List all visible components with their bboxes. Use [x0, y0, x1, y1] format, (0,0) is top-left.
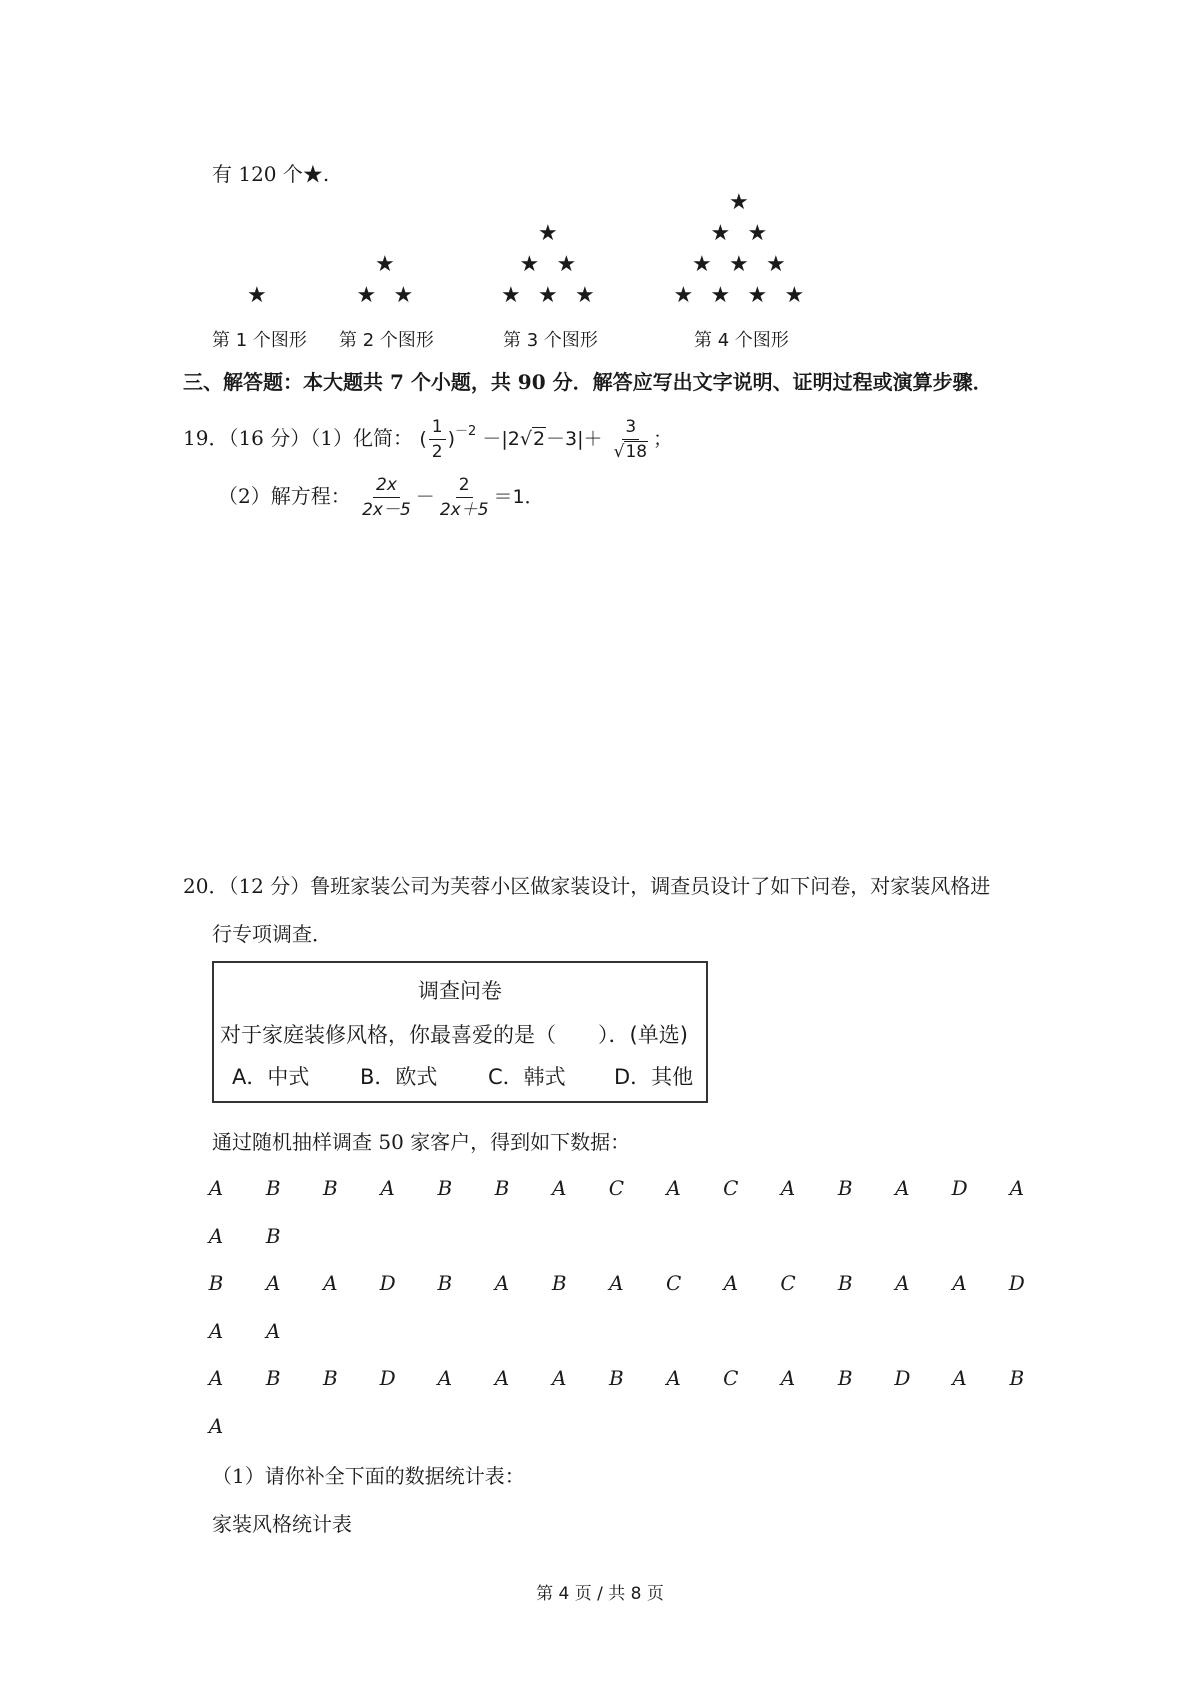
- star-icon: ★: [692, 252, 712, 277]
- star-icon: ★: [556, 252, 577, 277]
- data-letter: A: [323, 1271, 338, 1295]
- data-letter: A: [494, 1366, 510, 1390]
- star-icon: ★: [247, 283, 267, 308]
- star-icon: ★: [575, 283, 595, 308]
- data-letter: A: [952, 1366, 967, 1390]
- data-letter: D: [379, 1366, 396, 1390]
- star-icon: ★: [747, 283, 768, 308]
- data-letter: B: [323, 1176, 338, 1200]
- survey-title: 调查问卷: [418, 979, 502, 1003]
- data-letter: A: [208, 1223, 224, 1248]
- data-letter: B: [265, 1223, 281, 1248]
- figure-label-2: 第 2 个图形: [339, 330, 434, 351]
- data-letter: C: [723, 1366, 739, 1390]
- data-letter: A: [780, 1366, 796, 1390]
- q19-prefix: 19．（16 分）（1）化简：: [183, 426, 413, 450]
- data-letter: A: [265, 1271, 281, 1295]
- figure-label-3: 第 3 个图形: [503, 330, 598, 351]
- data-letter: A: [265, 1318, 281, 1343]
- question19-part1: 19．（16 分）（1）化简： ( $\frac{1}{2}$ )$^{-2}$ －|2√2－3|＋ $\frac{3}{√18}$ ；: [183, 417, 673, 462]
- data-letter: B: [265, 1176, 281, 1200]
- data-letter: A: [208, 1366, 224, 1390]
- question20-line1: 20．（12 分）鲁班家装公司为芙蓉小区做家装设计，调查员设计了如下问卷，对家装风格进: [183, 874, 991, 898]
- data-letter: B: [837, 1271, 853, 1295]
- star-icon: ★: [538, 221, 558, 246]
- figure-label-1: 第 1 个图形: [212, 330, 307, 351]
- star-icon: ★: [747, 221, 768, 246]
- question18-tail: 有 120 个★.: [212, 162, 330, 186]
- data-letter: A: [952, 1271, 967, 1295]
- data-letter: A: [666, 1176, 681, 1200]
- data-letter: A: [609, 1271, 624, 1295]
- data-letter: A: [551, 1366, 567, 1390]
- data-letter: B: [1009, 1366, 1025, 1390]
- star-icon: ★: [501, 283, 521, 308]
- data-letter: C: [723, 1176, 739, 1200]
- data-letter: A: [437, 1366, 453, 1390]
- survey-question: 对于家庭装修风格，你最喜爱的是（ ）．(单选): [220, 1023, 688, 1047]
- star-icon: ★: [729, 252, 749, 277]
- survey-option-b: B．欧式: [360, 1065, 438, 1089]
- star-icon: ★: [673, 283, 694, 308]
- sqrt-fraction: $\frac{3}{√18}$: [613, 417, 648, 462]
- star-icon: ★: [519, 252, 540, 277]
- data-letter: A: [1009, 1176, 1025, 1200]
- star-icon: ★: [710, 283, 731, 308]
- page-footer: 第 4 页 / 共 8 页: [536, 1584, 664, 1604]
- data-letter: B: [437, 1176, 453, 1200]
- data-letter: D: [951, 1176, 968, 1200]
- question20-line2: 行专项调查．: [212, 922, 332, 946]
- survey-option-d: D．其他: [614, 1065, 694, 1089]
- data-letter: A: [380, 1176, 395, 1200]
- star-icon: ★: [375, 252, 395, 277]
- data-letter: A: [494, 1271, 510, 1295]
- figure-label-4: 第 4 个图形: [694, 330, 789, 351]
- star-icon: ★: [729, 190, 749, 215]
- data-letter: B: [208, 1271, 224, 1295]
- data-letter: D: [894, 1366, 911, 1390]
- data-letter: B: [265, 1366, 281, 1390]
- star-icon: ★: [710, 221, 731, 246]
- base-fraction: $\frac{1}{2}$: [429, 417, 446, 462]
- data-letter: B: [323, 1366, 338, 1390]
- data-letter: C: [780, 1271, 796, 1295]
- data-letter: A: [208, 1176, 224, 1200]
- star-icon: ★: [538, 283, 558, 308]
- survey-box: [212, 961, 708, 1103]
- sample-description: 通过随机抽样调查 50 家客户，得到如下数据：: [212, 1130, 631, 1154]
- data-letter: B: [437, 1271, 453, 1295]
- question20-sub1: （1）请你补全下面的数据统计表：: [212, 1464, 525, 1488]
- data-letter: A: [895, 1271, 910, 1295]
- data-letter: A: [208, 1318, 224, 1343]
- survey-option-a: A．中式: [232, 1065, 310, 1089]
- data-letter: A: [895, 1176, 910, 1200]
- section-heading: 三、解答题：本大题共 7 个小题，共 90 分．解答应写出文字说明、证明过程或演算步骤．: [183, 370, 993, 394]
- data-letter: A: [666, 1366, 681, 1390]
- equation-fraction-1: $\frac{2x}{2x-5}$: [362, 475, 411, 520]
- data-letter: B: [837, 1176, 853, 1200]
- data-letter: A: [208, 1413, 224, 1438]
- data-letter: B: [609, 1366, 624, 1390]
- data-letter: C: [608, 1176, 625, 1200]
- data-letter: A: [723, 1271, 739, 1295]
- data-letter: B: [494, 1176, 510, 1200]
- equation-fraction-2: $\frac{2}{2x+5}$: [439, 475, 489, 520]
- star-icon: ★: [766, 252, 786, 277]
- table-title: 家装风格统计表: [212, 1512, 352, 1536]
- star-icon: ★: [784, 283, 805, 308]
- data-letter: A: [780, 1176, 796, 1200]
- data-letter: B: [837, 1366, 853, 1390]
- data-letter: A: [551, 1176, 567, 1200]
- data-letter: D: [379, 1271, 396, 1295]
- question19-part2: （2）解方程： $\frac{2x}{2x-5}$ － $\frac{2}{2x+5}$ ＝1．: [218, 475, 544, 520]
- star-icon: ★: [356, 283, 377, 308]
- survey-option-c: C．韩式: [488, 1065, 566, 1089]
- star-icon: ★: [393, 283, 414, 308]
- data-letter: B: [551, 1271, 567, 1295]
- data-letter: C: [665, 1271, 682, 1295]
- data-letter: D: [1008, 1271, 1025, 1295]
